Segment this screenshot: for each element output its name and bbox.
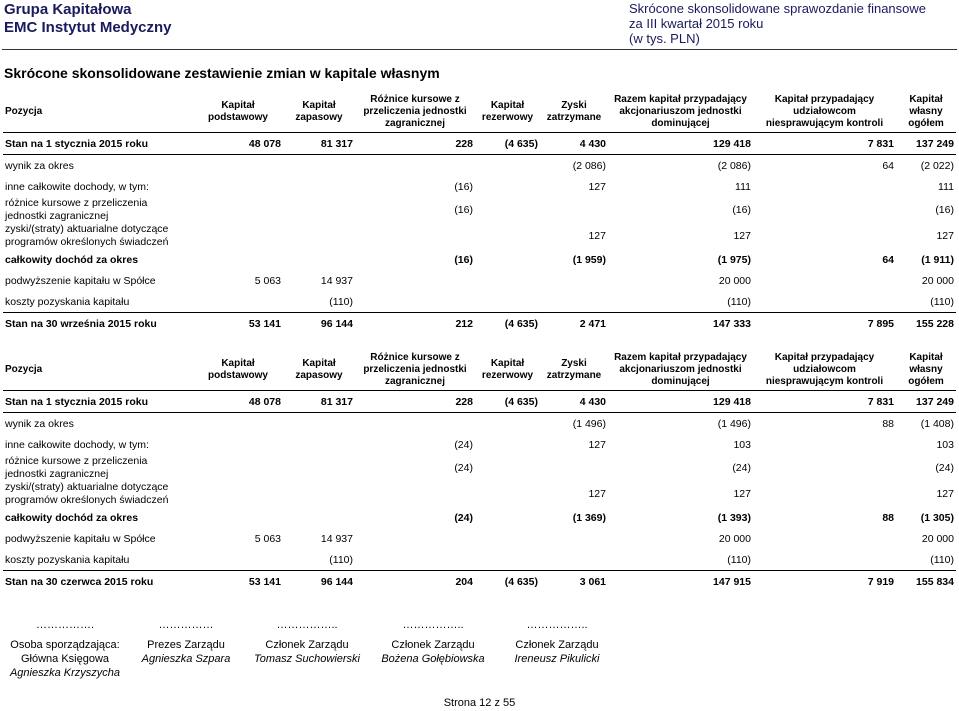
row-capital-raising-costs — [3, 291, 956, 313]
table-header-row — [3, 350, 956, 391]
row-label: całkowity dochód za okres — [5, 511, 139, 524]
row-label: zyski/(straty) aktuarialne dotyczące programów określonych świadczeń — [5, 223, 169, 248]
cell-value — [475, 176, 540, 197]
cell-value — [475, 223, 540, 249]
cell-value: 155 834 — [896, 571, 956, 593]
cell-value — [283, 481, 355, 507]
cell-value — [540, 291, 608, 313]
col-kapital-ogolem: Kapitał własny ogółem — [896, 92, 956, 133]
cell-value — [193, 176, 283, 197]
cell-value: 4 430 — [540, 391, 608, 413]
cell-value: (24) — [732, 462, 751, 474]
cell-value: (2 086) — [572, 159, 606, 172]
signatory-name: Bożena Gołębiowska — [381, 653, 485, 665]
row-balance-closing — [3, 313, 956, 335]
row-actuarial-gains — [3, 481, 956, 507]
signatory-name: Ireneusz Pikulicki — [514, 653, 600, 665]
cell-value: 228 — [355, 391, 475, 413]
signatory-name: Tomasz Suchowierski — [254, 653, 360, 665]
row-label: Stan na 1 stycznia 2015 roku — [3, 391, 193, 413]
equity-changes-table-2 — [3, 350, 956, 592]
row-label: podwyższenie kapitału w Spółce — [5, 274, 156, 287]
cell-value — [355, 291, 475, 313]
signatory-name: Agnieszka Krzyszycha — [9, 667, 121, 679]
cell-value: 127 — [936, 488, 954, 500]
row-label: inne całkowite dochody, w tym: — [5, 180, 149, 193]
row-label: Stan na 30 września 2015 roku — [3, 313, 193, 335]
cell-value — [283, 223, 355, 249]
header-divider — [2, 49, 957, 50]
page-title: Skrócone skonsolidowane zestawienie zmian w kapitale własnym — [4, 65, 440, 81]
col-zyski-zatrzymane: Zyski zatrzymane — [540, 350, 608, 391]
cell-value — [355, 413, 475, 435]
signature-block — [248, 618, 366, 666]
cell-value: 96 144 — [283, 571, 355, 593]
row-label: różnice kursowe z przeliczenia jednostki zagranicznej — [5, 197, 148, 222]
cell-value: 20 000 — [921, 532, 954, 545]
cell-value — [193, 223, 283, 249]
cell-value — [283, 176, 355, 197]
cell-value — [753, 291, 896, 313]
cell-value: (24) — [935, 462, 954, 474]
cell-value: (1 408) — [920, 417, 954, 430]
signature-line: ……………. — [35, 619, 95, 631]
cell-value — [355, 223, 475, 249]
cell-value: 127 — [588, 230, 606, 242]
cell-value: 103 — [936, 438, 954, 451]
cell-value: 64 — [882, 159, 894, 172]
signature-block — [132, 618, 240, 666]
cell-value: 53 141 — [193, 313, 283, 335]
signature-line: …………….. — [276, 619, 338, 631]
signatory-role: Członek Zarządu — [515, 639, 599, 651]
col-zyski-zatrzymane: Zyski zatrzymane — [540, 92, 608, 133]
cell-value: 127 — [733, 488, 751, 500]
cell-value: 48 078 — [193, 133, 283, 155]
signature-block — [372, 618, 494, 666]
row-label: inne całkowite dochody, w tym: — [5, 438, 149, 451]
col-kapital-ogolem: Kapitał własny ogółem — [896, 350, 956, 391]
cell-value: 88 — [882, 511, 894, 524]
cell-value: 7 919 — [753, 571, 896, 593]
row-capital-raising-costs — [3, 549, 956, 571]
cell-value — [355, 528, 475, 549]
row-fx-differences — [3, 197, 956, 223]
cell-value: 81 317 — [283, 391, 355, 413]
row-label: Stan na 30 czerwca 2015 roku — [3, 571, 193, 593]
col-roznice-kursowe: Różnice kursowe z przeliczenia jednostki zagranicznej — [355, 350, 475, 391]
row-label: koszty pozyskania kapitału — [5, 553, 130, 566]
cell-value: (16) — [454, 253, 473, 266]
cell-value: 111 — [735, 180, 751, 193]
cell-value: (16) — [732, 204, 751, 216]
cell-value: 5 063 — [254, 274, 281, 287]
cell-value — [475, 481, 540, 507]
cell-value: (1 369) — [572, 511, 606, 524]
company-line-1: Grupa Kapitałowa — [4, 1, 132, 18]
col-kapital-rezerwowy: Kapitał rezerwowy — [475, 350, 540, 391]
cell-value: (16) — [454, 180, 473, 193]
cell-value — [193, 249, 283, 270]
cell-value: (1 959) — [572, 253, 606, 266]
cell-value: 7 831 — [753, 133, 896, 155]
row-label: Stan na 1 stycznia 2015 roku — [3, 133, 193, 155]
row-label: różnice kursowe z przeliczenia jednostki zagranicznej — [5, 455, 148, 480]
signatory-name: Agnieszka Szpara — [141, 653, 231, 665]
cell-value: (4 635) — [475, 313, 540, 335]
cell-value: 88 — [882, 417, 894, 430]
cell-value — [475, 270, 540, 291]
col-kapital-zapasowy: Kapitał zapasowy — [283, 350, 355, 391]
signature-block — [502, 618, 612, 666]
col-kapital-rezerwowy: Kapitał rezerwowy — [475, 92, 540, 133]
cell-value: 204 — [355, 571, 475, 593]
col-udzialy-niekontrolujace: Kapitał przypadający udziałowcom niesprawującym kontroli — [753, 350, 896, 391]
cell-value — [355, 481, 475, 507]
cell-value: (4 635) — [475, 133, 540, 155]
cell-value: 5 063 — [254, 532, 281, 545]
col-kapital-zapasowy: Kapitał zapasowy — [283, 92, 355, 133]
cell-value — [753, 223, 896, 249]
company-name — [4, 1, 172, 37]
row-label: zyski/(straty) aktuarialne dotyczące programów określonych świadczeń — [5, 481, 169, 506]
cell-value: 4 430 — [540, 133, 608, 155]
cell-value — [475, 528, 540, 549]
cell-value: (24) — [454, 511, 473, 524]
cell-value — [753, 270, 896, 291]
signatory-role: Członek Zarządu — [265, 639, 349, 651]
cell-value — [193, 455, 283, 481]
col-razem-kapital: Razem kapitał przypadający akcjonariuszom jednostki dominującej — [608, 350, 753, 391]
cell-value — [193, 413, 283, 435]
cell-value: (4 635) — [475, 391, 540, 413]
signatory-role: Główna Księgowa — [20, 653, 110, 665]
row-actuarial-gains — [3, 223, 956, 249]
cell-value: 111 — [938, 180, 954, 193]
cell-value — [540, 455, 608, 481]
cell-value — [193, 507, 283, 528]
row-label: całkowity dochód za okres — [5, 253, 139, 266]
cell-value — [475, 549, 540, 571]
signatory-role: Prezes Zarządu — [147, 639, 225, 651]
cell-value: (110) — [727, 295, 751, 308]
cell-value: 81 317 — [283, 133, 355, 155]
cell-value: 155 228 — [896, 313, 956, 335]
cell-value — [283, 507, 355, 528]
cell-value — [283, 434, 355, 455]
col-udzialy-niekontrolujace: Kapitał przypadający udziałowcom niesprawującym kontroli — [753, 92, 896, 133]
cell-value: (1 496) — [717, 417, 751, 430]
row-label: koszty pozyskania kapitału — [5, 295, 130, 308]
cell-value — [475, 197, 540, 223]
equity-changes-table-1 — [3, 92, 956, 334]
cell-value: 14 937 — [320, 274, 353, 287]
signature-block — [5, 618, 125, 680]
col-pozycja: Pozycja — [3, 350, 193, 391]
cell-value — [475, 413, 540, 435]
cell-value — [753, 176, 896, 197]
cell-value: (1 305) — [920, 511, 954, 524]
cell-value: 212 — [355, 313, 475, 335]
row-other-comprehensive-income — [3, 434, 956, 455]
row-capital-increase — [3, 270, 956, 291]
cell-value: (2 086) — [717, 159, 751, 172]
cell-value: 137 249 — [896, 391, 956, 413]
signature-line: …………….. — [526, 619, 588, 631]
cell-value: 2 471 — [540, 313, 608, 335]
row-label: wynik za okres — [5, 417, 74, 430]
cell-value: 7 831 — [753, 391, 896, 413]
row-fx-differences — [3, 455, 956, 481]
cell-value: 20 000 — [718, 274, 751, 287]
row-total-comprehensive-income — [3, 249, 956, 270]
signature-line: …………… — [158, 619, 214, 631]
cell-value: 127 — [588, 438, 606, 451]
cell-value — [283, 155, 355, 177]
cell-value: (16) — [454, 204, 473, 216]
cell-value: (1 911) — [921, 253, 954, 266]
cell-value: (110) — [329, 295, 353, 308]
cell-value: 127 — [936, 230, 954, 242]
cell-value — [193, 291, 283, 313]
signatory-role: Osoba sporządzająca: — [10, 639, 120, 651]
col-pozycja: Pozycja — [3, 92, 193, 133]
cell-value: 127 — [733, 230, 751, 242]
company-line-2: EMC Instytut Medyczny — [4, 19, 172, 36]
cell-value — [753, 197, 896, 223]
cell-value: (1 496) — [572, 417, 606, 430]
cell-value: 129 418 — [608, 391, 753, 413]
cell-value: (16) — [935, 204, 954, 216]
cell-value: (4 635) — [475, 571, 540, 593]
cell-value — [540, 197, 608, 223]
cell-value — [283, 249, 355, 270]
page-footer — [0, 697, 959, 709]
cell-value — [475, 455, 540, 481]
cell-value: (110) — [329, 553, 353, 566]
cell-value: (110) — [930, 553, 954, 566]
cell-value: 7 895 — [753, 313, 896, 335]
cell-value — [193, 155, 283, 177]
cell-value — [540, 270, 608, 291]
cell-value: 14 937 — [320, 532, 353, 545]
cell-value — [475, 434, 540, 455]
cell-value — [540, 549, 608, 571]
cell-value — [753, 481, 896, 507]
cell-value — [283, 413, 355, 435]
cell-value — [355, 155, 475, 177]
cell-value: 127 — [588, 180, 606, 193]
cell-value: 228 — [355, 133, 475, 155]
signature-line: …………….. — [402, 619, 464, 631]
report-line-1: Skrócone skonsolidowane sprawozdanie finansowe — [629, 1, 927, 16]
cell-value: (24) — [454, 462, 473, 474]
cell-value: 96 144 — [283, 313, 355, 335]
cell-value — [193, 197, 283, 223]
row-capital-increase — [3, 528, 956, 549]
row-balance-opening — [3, 391, 956, 413]
cell-value: (24) — [454, 438, 473, 451]
table-header-row — [3, 92, 956, 133]
cell-value — [475, 507, 540, 528]
col-kapital-podstawowy: Kapitał podstawowy — [193, 350, 283, 391]
cell-value: 53 141 — [193, 571, 283, 593]
cell-value: (110) — [930, 295, 954, 308]
row-balance-opening — [3, 133, 956, 155]
cell-value — [753, 528, 896, 549]
cell-value: 48 078 — [193, 391, 283, 413]
cell-value — [193, 549, 283, 571]
cell-value — [193, 434, 283, 455]
cell-value — [753, 549, 896, 571]
row-total-comprehensive-income — [3, 507, 956, 528]
cell-value — [475, 155, 540, 177]
cell-value — [283, 197, 355, 223]
row-balance-closing — [3, 571, 956, 593]
row-net-result — [3, 413, 956, 435]
cell-value: (2 022) — [920, 159, 954, 172]
page-number: Strona 12 z 55 — [443, 697, 516, 709]
cell-value: (1 393) — [717, 511, 751, 524]
col-roznice-kursowe: Różnice kursowe z przeliczenia jednostki zagranicznej — [355, 92, 475, 133]
cell-value: 3 061 — [540, 571, 608, 593]
cell-value — [475, 249, 540, 270]
cell-value: 147 915 — [608, 571, 753, 593]
cell-value: 64 — [882, 253, 894, 266]
signatory-role: Członek Zarządu — [391, 639, 475, 651]
cell-value: 129 418 — [608, 133, 753, 155]
cell-value: 147 333 — [608, 313, 753, 335]
cell-value — [283, 455, 355, 481]
report-line-2: za III kwartał 2015 roku — [629, 16, 764, 31]
col-razem-kapital: Razem kapitał przypadający akcjonariuszom jednostki dominującej — [608, 92, 753, 133]
cell-value — [193, 481, 283, 507]
cell-value: 127 — [588, 488, 606, 500]
row-label: wynik za okres — [5, 159, 74, 172]
cell-value: 20 000 — [921, 274, 954, 287]
row-net-result — [3, 155, 956, 177]
cell-value: 137 249 — [896, 133, 956, 155]
col-kapital-podstawowy: Kapitał podstawowy — [193, 92, 283, 133]
cell-value — [753, 455, 896, 481]
cell-value: 103 — [733, 438, 751, 451]
row-other-comprehensive-income — [3, 176, 956, 197]
cell-value: (1 975) — [717, 253, 751, 266]
cell-value — [355, 270, 475, 291]
cell-value — [355, 549, 475, 571]
page-header — [0, 0, 959, 50]
cell-value — [540, 528, 608, 549]
cell-value — [753, 434, 896, 455]
cell-value: (110) — [727, 553, 751, 566]
row-label: podwyższenie kapitału w Spółce — [5, 532, 156, 545]
cell-value — [475, 291, 540, 313]
report-line-3: (w tys. PLN) — [629, 31, 700, 46]
report-title — [629, 1, 926, 46]
cell-value: 20 000 — [718, 532, 751, 545]
